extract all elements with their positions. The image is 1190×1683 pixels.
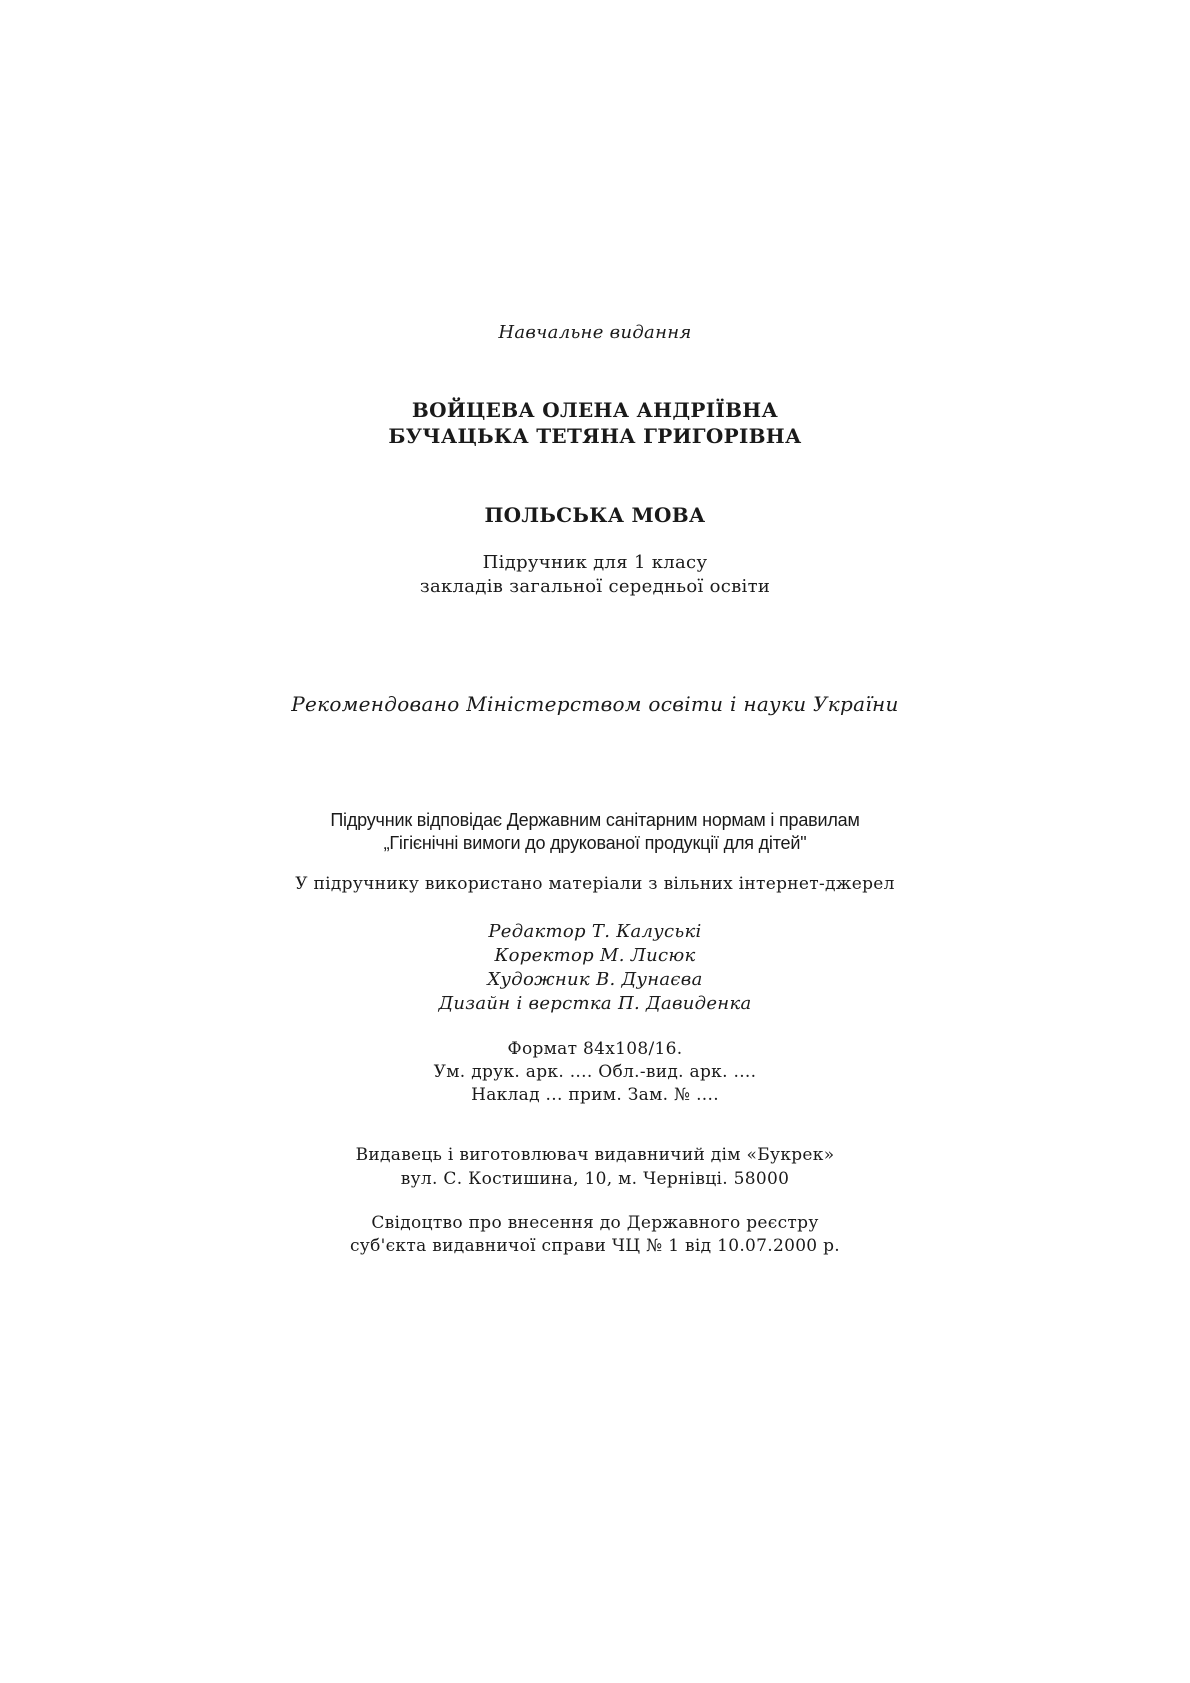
print-spec-format: Формат 84x108/16. [507,1039,683,1059]
sources-note: У підручнику використано матеріали з вільних інтернет-джерел [295,874,895,894]
credit-editor: Редактор Т. Калуські [488,921,702,942]
print-spec-run: Наклад ... прим. Зам. № .... [471,1085,719,1105]
subtitle-line-2: закладів загальної середньої освіти [419,576,771,597]
sanitary-note-line-2: „Гігієнічні вимоги до друкованої продукції для дітей" [383,833,807,853]
recommendation: Рекомендовано Міністерством освіти і науки України [291,692,899,716]
edition-type: Навчальне видання [498,322,692,343]
registry-line-2: суб'єкта видавничої справи ЧЦ № 1 від 10.07.2000 р. [349,1236,841,1256]
publisher-line-2: вул. С. Костишина, 10, м. Чернівці. 58000 [400,1169,790,1189]
publisher-line-1: Видавець і виготовлювач видавничий дім «Букрек» [355,1145,835,1165]
subtitle-line-1: Підручник для 1 класу [482,552,708,573]
author-2: БУЧАЦЬКА ТЕТЯНА ГРИГОРІВНА [388,424,802,448]
credit-design: Дизайн і верстка П. Давиденка [438,993,752,1014]
print-spec-sheets: Ум. друк. арк. .... Обл.-вид. арк. .... [433,1062,757,1082]
credit-artist: Художник В. Дунаєва [487,969,703,990]
author-1: ВОЙЦЕВА ОЛЕНА АНДРІЇВНА [411,398,779,422]
book-title: ПОЛЬСЬКА МОВА [484,503,706,527]
credit-proofreader: Коректор М. Лисюк [494,945,696,966]
sanitary-note-line-1: Підручник відповідає Державним санітарним нормам і правилам [330,810,860,830]
registry-line-1: Свідоцтво про внесення до Державного реєстру [371,1213,819,1233]
